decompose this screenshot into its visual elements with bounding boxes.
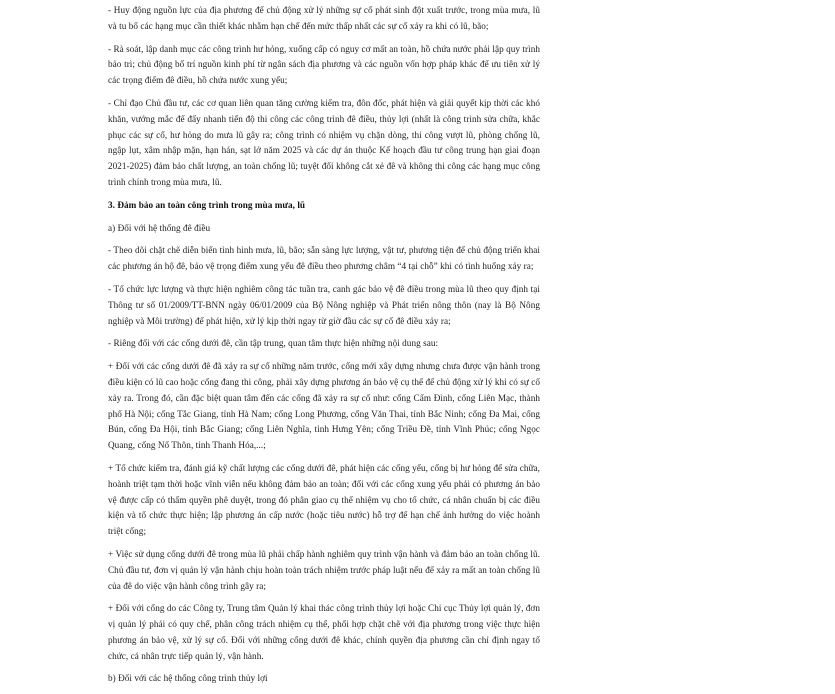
paragraph-culverts-operation: + Việc sử dụng cống dưới đê trong mùa lũ phải chấp hành nghiêm quy trình vận hành và đảm bảo an toàn chống lũ. Chủ đầu tư, đơn vị quản lý vận hành chịu hoàn toàn trách nhiệm trước pháp luật nếu để xảy ra mất an toàn chống lũ của đê do việc vận hành công trình gây ra; bbox=[108, 548, 540, 591]
paragraph-review-damaged-works: - Rà soát, lập danh mục các công trình hư hỏng, xuống cấp có nguy cơ mất an toàn, hồ chứa nước phải lập quy trình bảo trì; chủ động bố trí nguồn kinh phí từ ngân sách địa phương và các nguồn vốn hợp pháp khác để ưu tiên xử lý các trọng điểm đê điều, hồ chứa nước xung yếu; bbox=[108, 43, 540, 86]
paragraph-culverts-incidents: + Đối với các cống dưới đê đã xảy ra sự cố những năm trước, cống mới xây dựng nhưng chưa được vận hành trong điều kiện có lũ cao hoặc cống đang thi công, phải xây dựng phương án bảo vệ cụ thể để chủ động xử lý khi có sự cố xảy ra. Trong đó, cần đặc biệt quan tâm đến các cống đã xảy ra sự cố như: cống Cẩm Đình, cống Liên Mạc, thành phố Hà Nội; cống Tắc Giang, tỉnh Hà Nam; cống Long Phương, cống Văn Thai, tỉnh Bắc Ninh; cống Đa Mai, cống Bún, cống Đa Hội, tỉnh Bắc Giang; cống Liên Nghĩa, tỉnh Hưng Yên; cống Triều Đề, tỉnh Vĩnh Phúc; cống Ngọc Quang, cống Nổ Thôn, tỉnh Thanh Hóa,...; bbox=[108, 361, 541, 451]
section-heading-3: 3. Đảm bảo an toàn công trình trong mùa mưa, lũ bbox=[108, 199, 306, 210]
subsection-b-heading: b) Đối với các hệ thống công trình thủy lợi bbox=[108, 673, 268, 684]
paragraph-direct-investors: - Chỉ đạo Chủ đầu tư, các cơ quan liên quan tăng cường kiểm tra, đôn đốc, phát hiện và giải quyết kịp thời các khó khăn, vướng mắc để đẩy nhanh tiến độ thi công các công trình đê điều, thủy lợi (nhất là công trình sửa chữa, khắc phục các sự cố, hư hỏng do mưa lũ gây ra; công trình có nhiệm vụ chặn dòng, thi công vượt lũ, phòng chống lũ, ngập lụt, xâm nhập mặn, hạn hán, sạt lở năm 2025 và các dự án thuộc Kế hoạch đầu tư công trung hạn giai đoạn 2021-2025) đảm bảo chất lượng, an toàn chống lũ; tuyệt đối không cắt xẻ đê và không thi công các hạng mục công trình chính trong mùa mưa, lũ. bbox=[108, 97, 540, 187]
paragraph-patrol-dikes: - Tổ chức lực lượng và thực hiện nghiêm công tác tuần tra, canh gác bảo vệ đê điều trong mùa lũ theo quy định tại Thông tư số 01/2009/TT-BNN ngày 06/01/2009 của Bộ Nông nghiệp và Phát triển nông thôn (nay là Bộ Nông nghiệp và Môi trường) để phát hiện, xử lý kịp thời ngay từ giờ đầu các sự cố đê điều xảy ra; bbox=[108, 283, 540, 326]
paragraph-culverts-management: + Đối với cống do các Công ty, Trung tâm Quản lý khai thác công trình thủy lợi hoặc Chi cục Thủy lợi quản lý, đơn vị quản lý phải có quy chế, phân công trách nhiệm cụ thể, phối hợp chặt chẽ với địa phương trong việc thực hiện phương án bảo vệ, xử lý sự cố. Đối với những cống dưới đê khác, chính quyền địa phương cần chỉ định ngay tổ chức, cá nhân trực tiếp quản lý, vận hành. bbox=[108, 603, 540, 661]
paragraph-culverts-inspection: + Tổ chức kiểm tra, đánh giá kỹ chất lượng các cống dưới đê, phát hiện các cống yếu, cống bị hư hỏng để sửa chữa, hoành triệt tạm thời hoặc vĩnh viễn nếu không đảm bảo an toàn; đối với các cống xung yếu phải có phương án bảo vệ được cấp có thẩm quyền phê duyệt, trong đó phân giao cụ thể nhiệm vụ cho tổ chức, cá nhân chuẩn bị các điều kiện và tổ chức thực hiện; lập phương án cấp nước (hoặc tiêu nước) hỗ trợ để hạn chế ảnh hưởng do việc hoành triệt cống; bbox=[108, 462, 540, 537]
paragraph-mobilize-resources: - Huy động nguồn lực của địa phương để chủ động xử lý những sự cố phát sinh đột xuất trước, trong mùa mưa, lũ và tu bổ các hạng mục cần thiết khác nhằm hạn chế đến mức thấp nhất các sự cố xảy ra khi có lũ, bão; bbox=[108, 5, 540, 31]
paragraph-monitor-weather: - Theo dõi chặt chẽ diễn biến tình hình mưa, lũ, bão; sẵn sàng lực lượng, vật tư, phương tiện để chủ động triển khai các phương án hộ đê, bảo vệ trọng điểm xung yếu đê điều theo phương châm “4 tại chỗ” khi có tình huống xảy ra; bbox=[108, 245, 540, 272]
paragraph-culverts-intro: - Riêng đối với các cống dưới đê, cần tập trung, quan tâm thực hiện những nội dung sau: bbox=[108, 338, 439, 349]
document-body bbox=[108, 0, 540, 694]
subsection-a-heading: a) Đối với hệ thống đê điều bbox=[108, 222, 211, 233]
